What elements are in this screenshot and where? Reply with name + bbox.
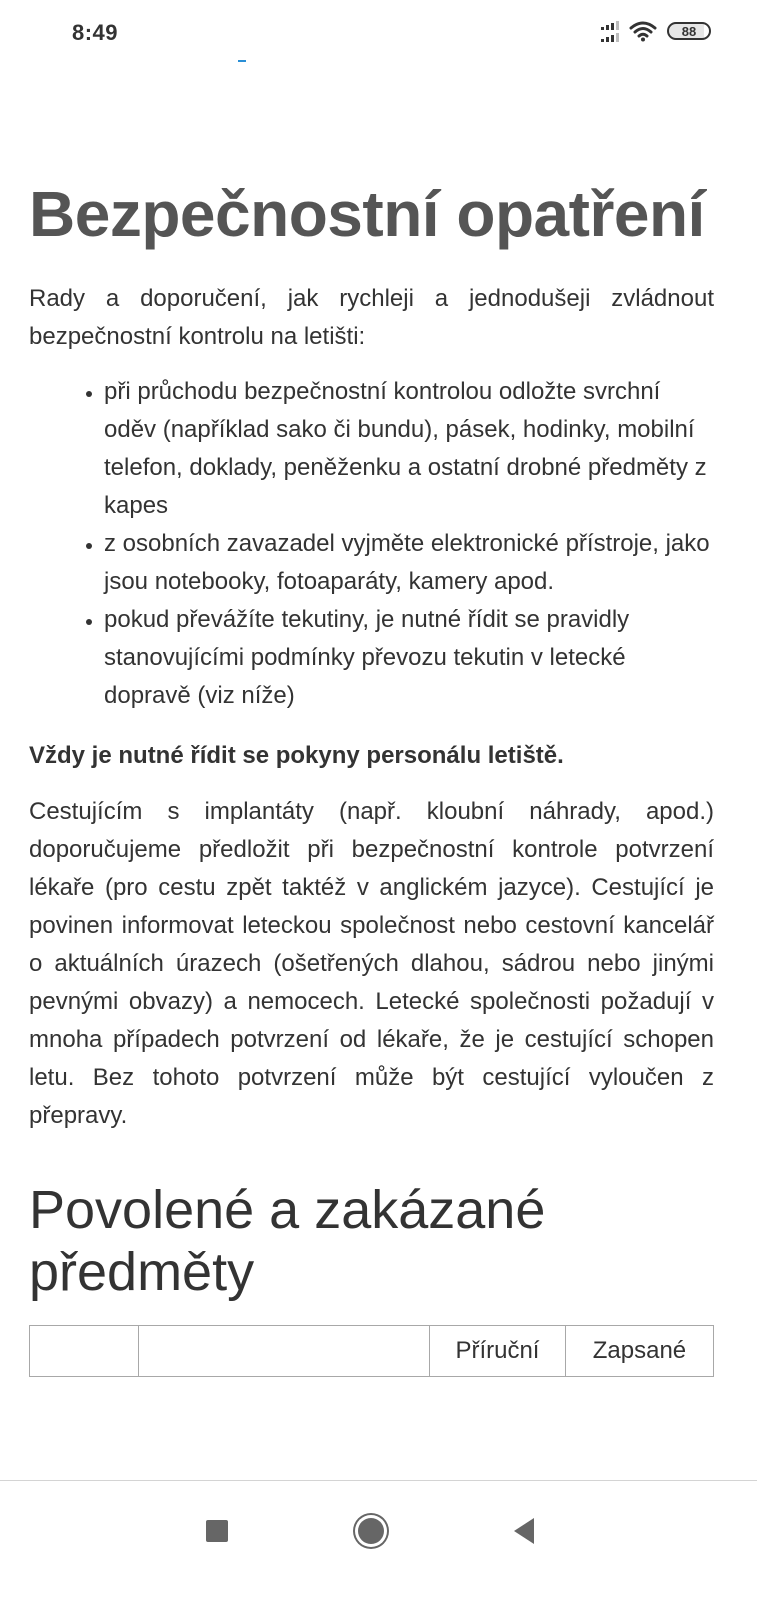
table-header-carry-on: Příruční: [430, 1326, 566, 1377]
recents-button[interactable]: [197, 1511, 237, 1551]
table-header-row: [30, 1326, 714, 1377]
table-header-cell: [30, 1326, 139, 1377]
intro-paragraph: Rady a doporučení, jak rychleji a jednodušeji zvládnout bezpečnostní kontrolu na letišti:: [29, 285, 714, 350]
table-header-checked: Zapsané: [565, 1326, 713, 1377]
implants-paragraph: Cestujícím s implantáty (např. kloubní náhrady, apod.) doporučujeme předložit při bezpečnostní kontrole potvrzení lékaře (pro cestu zpět taktéž v anglickém jazyce). Cestující je povinen informovat leteckou společnost nebo cestovní kancelář o aktuálních úrazech (ošetřených dlahou, sádrou nebo jinými pevnými obvazy) a nemocech. Letecké společnosti požadují v mnoha případech potvrzení od lékaře, že je cestující schopen letu. Bez tohoto potvrzení může být cestující vyloučen z přepravy.: [29, 798, 714, 1129]
items-table: [29, 1325, 714, 1377]
back-triangle-icon: [514, 1518, 534, 1544]
status-bar: [0, 0, 757, 66]
home-button[interactable]: [351, 1511, 391, 1551]
signal-icon: [601, 21, 619, 42]
list-item: • při průchodu bezpečnostní kontrolou odložte svrchní oděv (například sako či bundu), pásek, hodinky, mobilní telefon, doklady, peněženku a ostatní drobné předměty z kapes: [104, 373, 714, 525]
tips-list: [29, 373, 714, 715]
list-item: • pokud převážíte tekutiny, je nutné řídit se pravidly stanovujícími podmínky převozu tekutin v letecké dopravě (viz níže): [104, 601, 714, 715]
back-button[interactable]: [504, 1511, 544, 1551]
navigation-bar: [0, 1480, 757, 1601]
circle-icon: [358, 1518, 384, 1544]
staff-instructions-note: Vždy je nutné řídit se pokyny personálu letiště.: [29, 742, 564, 769]
battery-icon: [667, 22, 711, 40]
list-item: • z osobních zavazadel vyjměte elektronické přístroje, jako jsou notebooky, fotoaparáty, kamery apod.: [104, 525, 714, 601]
status-time: 8:49: [72, 20, 119, 45]
section-title: Povolené a zakázané předměty: [29, 1180, 546, 1302]
table-header-cell: [139, 1326, 430, 1377]
page-loading-indicator: [238, 60, 246, 62]
article-content: [29, 178, 714, 1377]
battery-level: 88: [681, 23, 697, 39]
page-title: Bezpečnostní opatření: [29, 178, 705, 250]
wifi-icon: [629, 20, 657, 42]
status-icons: [601, 20, 711, 42]
square-icon: [206, 1520, 228, 1542]
